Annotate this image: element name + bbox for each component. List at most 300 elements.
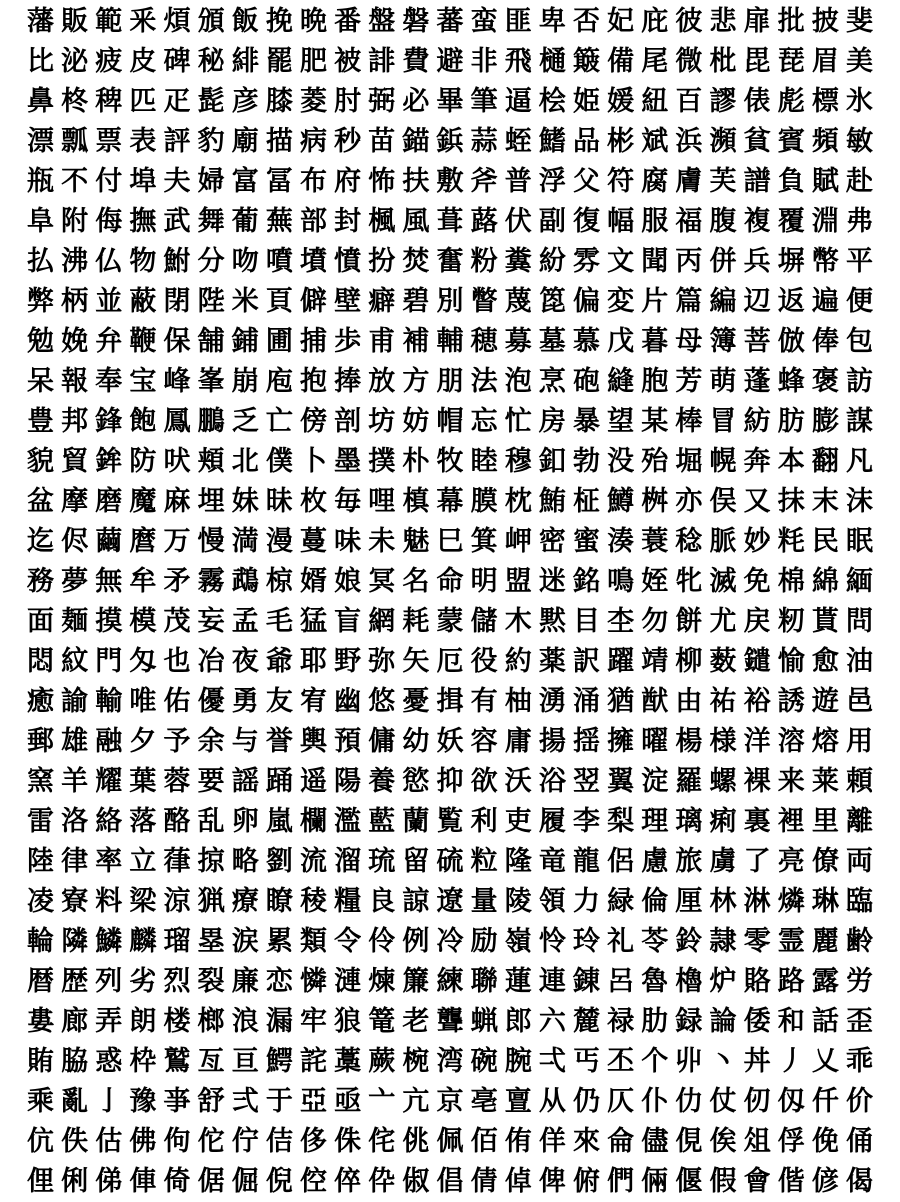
kanji-character: 府 — [334, 166, 362, 197]
kanji-character: 敏 — [846, 126, 873, 157]
kanji-character: 返 — [777, 286, 805, 317]
kanji-character: 們 — [607, 1166, 635, 1197]
kanji-character: 没 — [607, 446, 635, 477]
kanji-character: 肥 — [300, 46, 327, 77]
kanji-character: 民 — [811, 526, 839, 557]
kanji-character: 僚 — [811, 846, 839, 877]
kanji-character: 鋲 — [436, 126, 464, 157]
kanji-character: 熔 — [811, 726, 839, 757]
kanji-character: 俚 — [27, 1166, 54, 1197]
kanji-character: 慕 — [573, 326, 600, 357]
kanji-character: 恋 — [265, 966, 293, 997]
kanji-character: 役 — [470, 646, 498, 677]
kanji-character: 梨 — [607, 806, 635, 837]
kanji-character: 霊 — [777, 926, 805, 957]
kanji-character: 噴 — [265, 246, 293, 277]
kanji-character: 面 — [27, 606, 54, 637]
kanji-character: 魅 — [402, 526, 430, 557]
kanji-character: 壁 — [334, 286, 362, 317]
kanji-character: 萌 — [709, 366, 737, 397]
kanji-character: 假 — [709, 1166, 737, 1197]
kanji-character: 忘 — [470, 406, 498, 437]
kanji-character: 掠 — [197, 846, 225, 877]
kanji-character: 友 — [265, 686, 293, 717]
kanji-character: 鋒 — [95, 406, 123, 437]
kanji-character: 和 — [777, 1006, 805, 1037]
kanji-character: 頻 — [811, 126, 839, 157]
kanji-character: 頁 — [265, 286, 293, 317]
kanji-character: 俎 — [743, 1126, 771, 1157]
kanji-character: 遥 — [300, 766, 327, 797]
kanji-character: 畢 — [436, 86, 464, 117]
kanji-character: 于 — [265, 1086, 293, 1117]
kanji-character: 佇 — [231, 1126, 259, 1157]
kanji-character: 猶 — [607, 686, 635, 717]
kanji-character: 捕 — [300, 326, 327, 357]
kanji-character: 楼 — [163, 1006, 191, 1037]
kanji-character: 望 — [607, 406, 635, 437]
kanji-character: 亠 — [368, 1086, 396, 1117]
kanji-character: 曜 — [641, 726, 669, 757]
kanji-character: 幼 — [402, 726, 430, 757]
kanji-character: 鰭 — [538, 126, 566, 157]
kanji-character: 倨 — [197, 1166, 225, 1197]
kanji-character: 浜 — [675, 126, 703, 157]
kanji-character: 倡 — [436, 1166, 464, 1197]
kanji-character: 峯 — [197, 366, 225, 397]
kanji-character: 匪 — [504, 6, 532, 37]
kanji-character: 盆 — [27, 486, 54, 517]
kanji-character: 尤 — [709, 606, 737, 637]
kanji-character: 謡 — [231, 766, 259, 797]
kanji-character: 様 — [709, 726, 737, 757]
kanji-character: 佰 — [470, 1126, 498, 1157]
kanji-character: 榔 — [197, 1006, 225, 1037]
kanji-character: 普 — [504, 166, 532, 197]
kanji-character: 鮪 — [538, 486, 566, 517]
kanji-character: 編 — [709, 286, 737, 317]
kanji-character: 楊 — [675, 726, 703, 757]
kanji-character: 養 — [368, 766, 396, 797]
kanji-character: 予 — [163, 726, 191, 757]
kanji-character: 宝 — [129, 366, 157, 397]
kanji-character: 朗 — [129, 1006, 157, 1037]
character-row — [24, 2, 876, 42]
kanji-character: 悠 — [368, 686, 396, 717]
kanji-character: 劉 — [265, 846, 293, 877]
kanji-character: 涌 — [573, 686, 600, 717]
kanji-character: 披 — [811, 6, 839, 37]
kanji-character: 物 — [129, 246, 157, 277]
kanji-character: 苗 — [368, 126, 396, 157]
kanji-character: 羅 — [675, 766, 703, 797]
kanji-character: 俔 — [675, 1126, 703, 1157]
kanji-character: 劣 — [129, 966, 157, 997]
kanji-character: 腹 — [709, 206, 737, 237]
kanji-character: 雄 — [61, 726, 89, 757]
kanji-character: 輪 — [27, 926, 54, 957]
kanji-character: 明 — [470, 566, 498, 597]
kanji-character: 扮 — [368, 246, 396, 277]
kanji-character: 糞 — [504, 246, 532, 277]
kanji-character: 斐 — [846, 6, 873, 37]
kanji-character: 嶺 — [504, 926, 532, 957]
kanji-character: 李 — [573, 806, 600, 837]
kanji-character: 陸 — [27, 846, 54, 877]
kanji-character: 甫 — [368, 326, 396, 357]
kanji-character: 弗 — [846, 206, 873, 237]
kanji-character: 俑 — [846, 1126, 873, 1157]
kanji-character: 浴 — [538, 766, 566, 797]
kanji-character: 糧 — [334, 886, 362, 917]
kanji-character: 亙 — [197, 1046, 225, 1077]
kanji-character: 伉 — [27, 1126, 54, 1157]
kanji-character: 藩 — [27, 6, 54, 37]
kanji-character: 沫 — [846, 486, 873, 517]
kanji-character: 燐 — [777, 886, 805, 917]
kanji-character: 勃 — [573, 446, 600, 477]
kanji-character: 齢 — [846, 926, 873, 957]
kanji-character: 縫 — [607, 366, 635, 397]
kanji-character: 撲 — [368, 446, 396, 477]
kanji-character: 輔 — [436, 326, 464, 357]
kanji-character: 溜 — [334, 846, 362, 877]
kanji-character: 亮 — [777, 846, 805, 877]
kanji-character: 描 — [265, 126, 293, 157]
kanji-character: 估 — [95, 1126, 123, 1157]
kanji-character: 憂 — [402, 686, 430, 717]
kanji-character: 琉 — [368, 846, 396, 877]
kanji-character: 用 — [846, 726, 873, 757]
kanji-character: 鈴 — [675, 926, 703, 957]
kanji-character: 抱 — [300, 366, 327, 397]
kanji-character: 个 — [641, 1046, 669, 1077]
kanji-character: 匁 — [129, 646, 157, 677]
kanji-character: 稔 — [675, 526, 703, 557]
kanji-character: 撫 — [129, 206, 157, 237]
kanji-character: 力 — [573, 886, 600, 917]
kanji-character: 幕 — [436, 486, 464, 517]
kanji-character: 侘 — [368, 1126, 396, 1157]
kanji-character: 牟 — [129, 566, 157, 597]
kanji-character: 侮 — [95, 206, 123, 237]
kanji-character: 牧 — [436, 446, 464, 477]
kanji-character: 表 — [129, 126, 157, 157]
kanji-character: 扉 — [743, 6, 771, 37]
kanji-character: 佝 — [163, 1126, 191, 1157]
kanji-character: 誉 — [265, 726, 293, 757]
kanji-character: 簿 — [709, 326, 737, 357]
kanji-character: 蓬 — [743, 366, 771, 397]
kanji-character: 亂 — [61, 1086, 89, 1117]
kanji-character: 黙 — [538, 606, 566, 637]
kanji-character: 倅 — [334, 1166, 362, 1197]
kanji-character: 碗 — [470, 1046, 498, 1077]
kanji-character: 錬 — [573, 966, 600, 997]
kanji-character: 禄 — [607, 1006, 635, 1037]
kanji-character: 牝 — [675, 566, 703, 597]
kanji-character: 味 — [334, 526, 362, 557]
kanji-character: 密 — [538, 526, 566, 557]
kanji-character: 粍 — [777, 526, 805, 557]
kanji-character: 油 — [846, 646, 873, 677]
character-row — [24, 522, 876, 562]
kanji-character: 補 — [402, 326, 430, 357]
kanji-character: 炉 — [709, 966, 737, 997]
kanji-character: 忙 — [504, 406, 532, 437]
kanji-character: 夜 — [231, 646, 259, 677]
kanji-character: 癖 — [368, 286, 396, 317]
kanji-character: 扶 — [402, 166, 430, 197]
character-row — [24, 282, 876, 322]
kanji-character: 蔓 — [300, 526, 327, 557]
kanji-character: 欲 — [470, 766, 498, 797]
kanji-character: 弼 — [368, 86, 396, 117]
kanji-character: 論 — [709, 1006, 737, 1037]
kanji-character: 翼 — [607, 766, 635, 797]
kanji-character: 蔽 — [129, 286, 157, 317]
kanji-character: 又 — [743, 486, 771, 517]
kanji-character: 必 — [402, 86, 430, 117]
kanji-character: 丕 — [607, 1046, 635, 1077]
kanji-character: 麟 — [129, 926, 157, 957]
kanji-character: 烈 — [163, 966, 191, 997]
kanji-character: 未 — [368, 526, 396, 557]
kanji-character: 俯 — [573, 1166, 600, 1197]
kanji-character: 沸 — [61, 246, 89, 277]
kanji-character: 誹 — [368, 46, 396, 77]
kanji-character: 僻 — [300, 286, 327, 317]
kanji-character: 紋 — [61, 646, 89, 677]
kanji-character: 卵 — [231, 806, 259, 837]
kanji-character: 胞 — [641, 366, 669, 397]
kanji-character: 崩 — [231, 366, 259, 397]
kanji-character: 暮 — [641, 326, 669, 357]
kanji-character: 斌 — [641, 126, 669, 157]
kanji-character: 妙 — [743, 526, 771, 557]
kanji-character: 櫓 — [675, 966, 703, 997]
kanji-character: 偏 — [573, 286, 600, 317]
character-row — [24, 1002, 876, 1042]
kanji-character: 蛮 — [470, 6, 498, 37]
kanji-character: 雰 — [573, 246, 600, 277]
kanji-character: 歪 — [846, 1006, 873, 1037]
kanji-character: 塁 — [197, 926, 225, 957]
kanji-character: 払 — [27, 246, 54, 277]
kanji-character: 樋 — [538, 46, 566, 77]
kanji-character: 良 — [368, 886, 396, 917]
kanji-character: 愈 — [811, 646, 839, 677]
kanji-character: 靖 — [641, 646, 669, 677]
kanji-character: 淀 — [641, 766, 669, 797]
kanji-character: 複 — [743, 206, 771, 237]
kanji-character: 履 — [538, 806, 566, 837]
kanji-character: 療 — [231, 886, 259, 917]
kanji-character: 流 — [300, 846, 327, 877]
kanji-character: 斧 — [470, 166, 498, 197]
kanji-character: 満 — [231, 526, 259, 557]
kanji-character: 晩 — [300, 6, 327, 37]
kanji-character: 椋 — [265, 566, 293, 597]
kanji-character: 柾 — [573, 486, 600, 517]
kanji-character: 罷 — [265, 46, 293, 77]
kanji-character: 麺 — [61, 606, 89, 637]
kanji-character: 某 — [641, 406, 669, 437]
kanji-character: 俥 — [129, 1166, 157, 1197]
kanji-character: 繭 — [95, 526, 123, 557]
kanji-character: 瀕 — [709, 126, 737, 157]
kanji-character: 包 — [846, 326, 873, 357]
character-row — [24, 122, 876, 162]
kanji-character: 離 — [846, 806, 873, 837]
kanji-character: 里 — [811, 806, 839, 837]
kanji-character: 俶 — [402, 1166, 430, 1197]
kanji-character: 敷 — [436, 166, 464, 197]
character-row — [24, 922, 876, 962]
kanji-character: 麗 — [811, 926, 839, 957]
kanji-character: 也 — [163, 646, 191, 677]
kanji-character: 方 — [402, 366, 430, 397]
kanji-character: 毛 — [265, 606, 293, 637]
kanji-character: 問 — [846, 606, 873, 637]
kanji-character: 諒 — [402, 886, 430, 917]
kanji-character: 賄 — [27, 1046, 54, 1077]
character-row — [24, 202, 876, 242]
kanji-character: 侏 — [334, 1126, 362, 1157]
kanji-character: 併 — [709, 246, 737, 277]
kanji-character: 偃 — [675, 1166, 703, 1197]
kanji-character: 莱 — [811, 766, 839, 797]
kanji-character: 吻 — [231, 246, 259, 277]
kanji-character: 鋪 — [231, 326, 259, 357]
kanji-character: 遊 — [811, 686, 839, 717]
kanji-character: 傭 — [368, 726, 396, 757]
kanji-character: 亟 — [334, 1086, 362, 1117]
kanji-character: 勿 — [641, 606, 669, 637]
kanji-character: 鳴 — [607, 566, 635, 597]
kanji-character: 葺 — [436, 206, 464, 237]
kanji-character: 墳 — [300, 246, 327, 277]
kanji-character: 猛 — [300, 606, 327, 637]
kanji-character: 類 — [300, 926, 327, 957]
kanji-character: 邑 — [846, 686, 873, 717]
kanji-character: 丶 — [709, 1046, 737, 1077]
kanji-character: 尾 — [641, 46, 669, 77]
kanji-character: 憤 — [334, 246, 362, 277]
kanji-character: 麿 — [129, 526, 157, 557]
kanji-character: 埋 — [197, 486, 225, 517]
kanji-character: 非 — [470, 46, 498, 77]
kanji-character: 奮 — [436, 246, 464, 277]
kanji-character: 抹 — [777, 486, 805, 517]
kanji-character: 蕗 — [470, 206, 498, 237]
kanji-character: 膝 — [265, 86, 293, 117]
kanji-character: 埠 — [129, 166, 157, 197]
kanji-character: 留 — [402, 846, 430, 877]
kanji-character: 涼 — [163, 886, 191, 917]
kanji-character: 矛 — [163, 566, 191, 597]
kanji-character: 裡 — [777, 806, 805, 837]
kanji-character: 利 — [470, 806, 498, 837]
kanji-character: 否 — [573, 6, 600, 37]
kanji-character: 磐 — [402, 6, 430, 37]
kanji-character: 貿 — [61, 446, 89, 477]
kanji-character: 蝋 — [470, 1006, 498, 1037]
kanji-character: 詫 — [300, 1046, 327, 1077]
kanji-character: 呂 — [607, 966, 635, 997]
kanji-character: 秒 — [334, 126, 362, 157]
kanji-character: 範 — [95, 6, 123, 37]
kanji-character: 容 — [470, 726, 498, 757]
kanji-character: 律 — [61, 846, 89, 877]
kanji-character: 玲 — [573, 926, 600, 957]
kanji-character: 楓 — [368, 206, 396, 237]
kanji-character: 仏 — [95, 246, 123, 277]
kanji-character: 篭 — [368, 1006, 396, 1037]
kanji-character: 冥 — [368, 566, 396, 597]
kanji-character: 百 — [675, 86, 703, 117]
kanji-character: 亶 — [504, 1086, 532, 1117]
kanji-character: 福 — [675, 206, 703, 237]
kanji-character: 狼 — [334, 1006, 362, 1037]
kanji-character: 婦 — [197, 166, 225, 197]
kanji-character: 釆 — [129, 6, 157, 37]
kanji-character: 杢 — [607, 606, 635, 637]
kanji-character: 廉 — [231, 966, 259, 997]
kanji-character: 脇 — [61, 1046, 89, 1077]
kanji-character: 弄 — [95, 1006, 123, 1037]
kanji-character: 譜 — [743, 166, 771, 197]
kanji-character: 枇 — [709, 46, 737, 77]
kanji-character: 副 — [538, 206, 566, 237]
kanji-character: 列 — [95, 966, 123, 997]
kanji-character: 耶 — [300, 646, 327, 677]
kanji-character: 琵 — [777, 46, 805, 77]
kanji-character: 芳 — [675, 366, 703, 397]
kanji-character: 亳 — [470, 1086, 498, 1117]
kanji-character: 疲 — [95, 46, 123, 77]
kanji-character: 丱 — [675, 1046, 703, 1077]
kanji-character: 仆 — [641, 1086, 669, 1117]
kanji-character: 湾 — [436, 1046, 464, 1077]
kanji-character: 別 — [436, 286, 464, 317]
kanji-character: 釦 — [538, 446, 566, 477]
kanji-character: 陵 — [504, 886, 532, 917]
kanji-character: 亡 — [265, 406, 293, 437]
kanji-character: 訪 — [846, 366, 873, 397]
kanji-character: 墨 — [334, 446, 362, 477]
kanji-character: 分 — [197, 246, 225, 277]
kanji-character: 瞥 — [470, 286, 498, 317]
kanji-character: 舞 — [197, 206, 225, 237]
kanji-character: 丐 — [573, 1046, 600, 1077]
kanji-character: 簸 — [573, 46, 600, 77]
kanji-character: 庇 — [641, 6, 669, 37]
kanji-character: 婿 — [300, 566, 327, 597]
kanji-character: 丿 — [777, 1046, 805, 1077]
kanji-character: 約 — [504, 646, 532, 677]
kanji-character: 暴 — [573, 406, 600, 437]
kanji-character: 幽 — [334, 686, 362, 717]
kanji-character: 鱗 — [95, 926, 123, 957]
kanji-character: 揺 — [573, 726, 600, 757]
kanji-character: 風 — [402, 206, 430, 237]
kanji-character: 蓉 — [163, 766, 191, 797]
kanji-character: 門 — [95, 646, 123, 677]
kanji-character: 酪 — [163, 806, 191, 837]
kanji-character: 裏 — [743, 806, 771, 837]
kanji-character: 佶 — [265, 1126, 293, 1157]
